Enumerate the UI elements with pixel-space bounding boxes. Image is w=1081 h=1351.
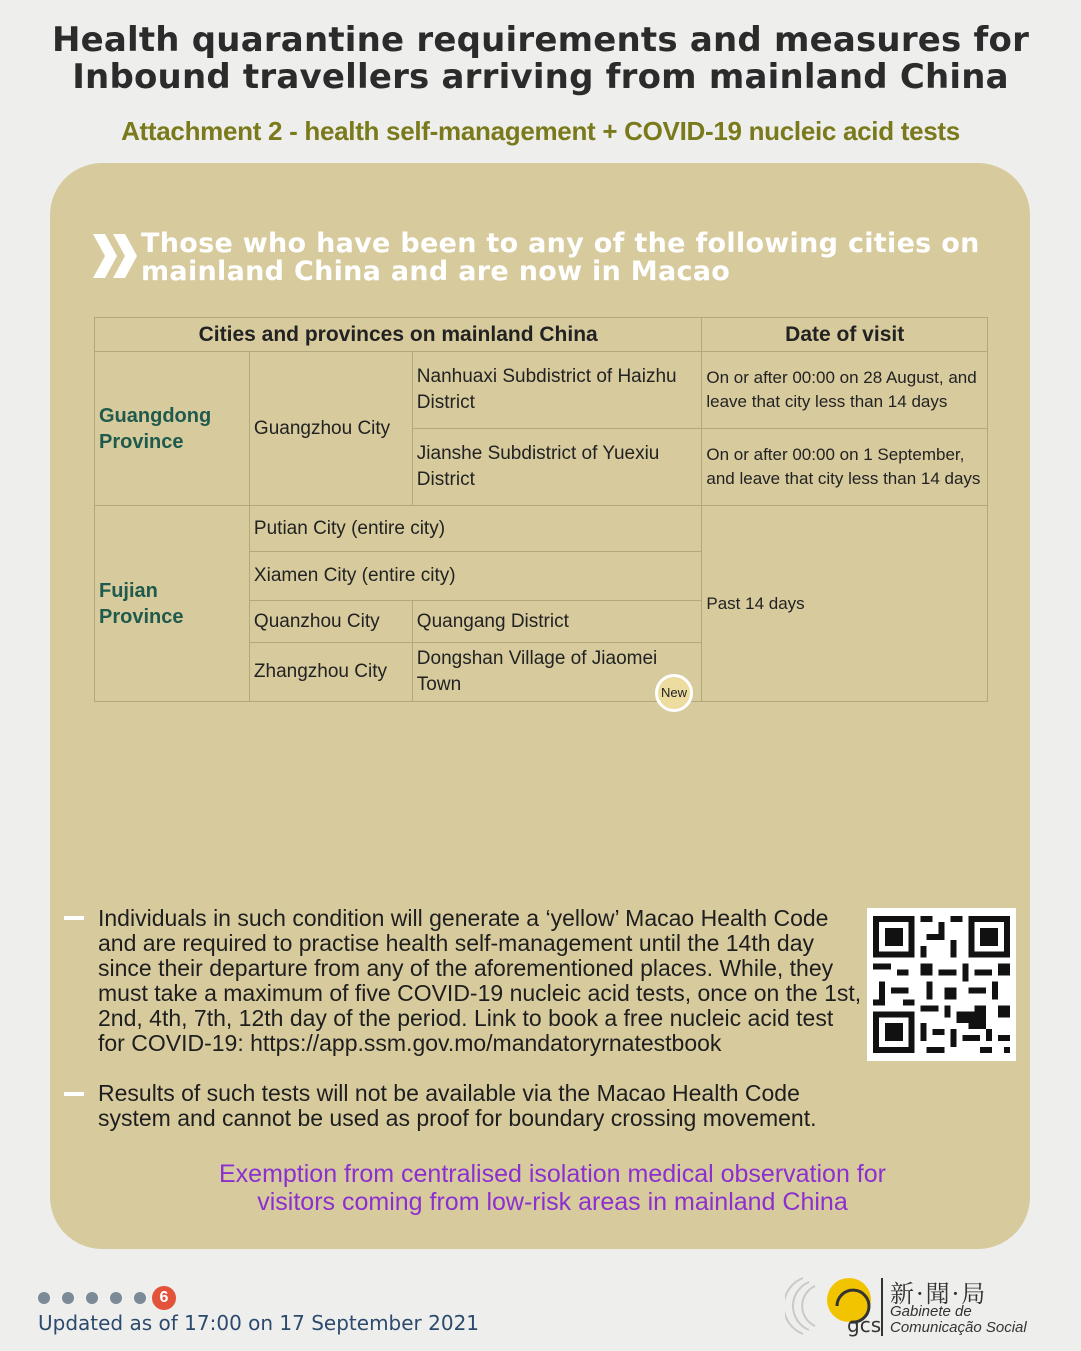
province-guangdong: Guangdong Province	[95, 352, 250, 506]
note-test-results: Results of such tests will not be available via the Macao Health Code system and cannot be used as proof for boundary crossing movement.	[98, 1080, 817, 1131]
city-zhangzhou: Zhangzhou City	[249, 643, 412, 702]
city-xiamen: Xiamen City (entire city)	[249, 552, 701, 601]
exemption-link[interactable]	[100, 1160, 1005, 1216]
current-page-badge[interactable]: 6	[152, 1286, 176, 1310]
logo-mark-text: gcs	[847, 1313, 882, 1337]
updated-timestamp: Updated as of 17:00 on 17 September 2021	[38, 1311, 480, 1335]
table-row	[95, 352, 988, 429]
page-title	[0, 22, 1081, 96]
district-jianshe: Jianshe Subdistrict of Yuexiu District	[412, 429, 702, 506]
bullet-dash	[64, 916, 84, 920]
page-dot[interactable]	[110, 1292, 122, 1304]
heading-line-1: Those who have been to any of the following cities on	[141, 228, 980, 259]
date-jianshe: On or after 00:00 on 1 September, and leave that city less than 14 days	[702, 429, 988, 506]
double-chevron-icon	[91, 232, 139, 280]
district-quangang: Quangang District	[412, 601, 702, 643]
table-row	[95, 506, 988, 552]
page-dot[interactable]	[38, 1292, 50, 1304]
section-heading	[141, 230, 1021, 286]
heading-line-2: mainland China and are now in Macao	[141, 256, 731, 287]
date-nanhuaxi: On or after 00:00 on 28 August, and leave that city less than 14 days	[702, 352, 988, 429]
page-subtitle: Attachment 2 - health self-management + COVID-19 nucleic acid tests	[121, 116, 960, 146]
qr-code[interactable]	[867, 908, 1016, 1061]
note-self-management: Individuals in such condition will generate a ‘yellow’ Macao Health Code and are required to practise health self-management until the 14th day since their departure from any of the aforementioned places. While, they must take a maximum of five COVID-19 nucleic acid tests, once on the 1st, 2nd, 4th, 7th, 12th day of the period. Link to book a free nucleic acid test for COVID-19: https://app.ssm.gov.mo/mandatoryrnatestbook	[98, 905, 862, 1056]
exemption-line-1: Exemption from centralised isolation medical observation for	[219, 1160, 886, 1188]
logo-pt-line-1: Gabinete de	[890, 1303, 972, 1320]
district-dongshan: Dongshan Village of Jiaomei Town	[412, 643, 702, 702]
province-fujian: Fujian Province	[95, 506, 250, 702]
page-dot[interactable]	[86, 1292, 98, 1304]
district-nanhuaxi: Nanhuaxi Subdistrict of Haizhu District	[412, 352, 702, 429]
bullet-dash	[64, 1092, 84, 1096]
cities-table	[94, 317, 988, 702]
city-putian: Putian City (entire city)	[249, 506, 701, 552]
city-quanzhou: Quanzhou City	[249, 601, 412, 643]
city-guangzhou: Guangzhou City	[249, 352, 412, 506]
new-badge: New	[655, 674, 693, 712]
logo-pt-line-2: Comunicação Social	[890, 1319, 1027, 1336]
page-dot[interactable]	[134, 1292, 146, 1304]
title-line-2: Inbound travellers arriving from mainland China	[72, 57, 1009, 97]
exemption-line-2: visitors coming from low-risk areas in mainland China	[257, 1188, 848, 1216]
logo-portuguese-name	[890, 1304, 1027, 1336]
title-line-1: Health quarantine requirements and measures for	[51, 20, 1030, 60]
date-fujian: Past 14 days	[702, 506, 988, 702]
column-header-cities: Cities and provinces on mainland China	[95, 318, 702, 352]
column-header-date: Date of visit	[702, 318, 988, 352]
logo-chinese-name: 新·聞·局	[890, 1280, 988, 1308]
page-dot[interactable]	[62, 1292, 74, 1304]
table-header-row	[95, 318, 988, 352]
